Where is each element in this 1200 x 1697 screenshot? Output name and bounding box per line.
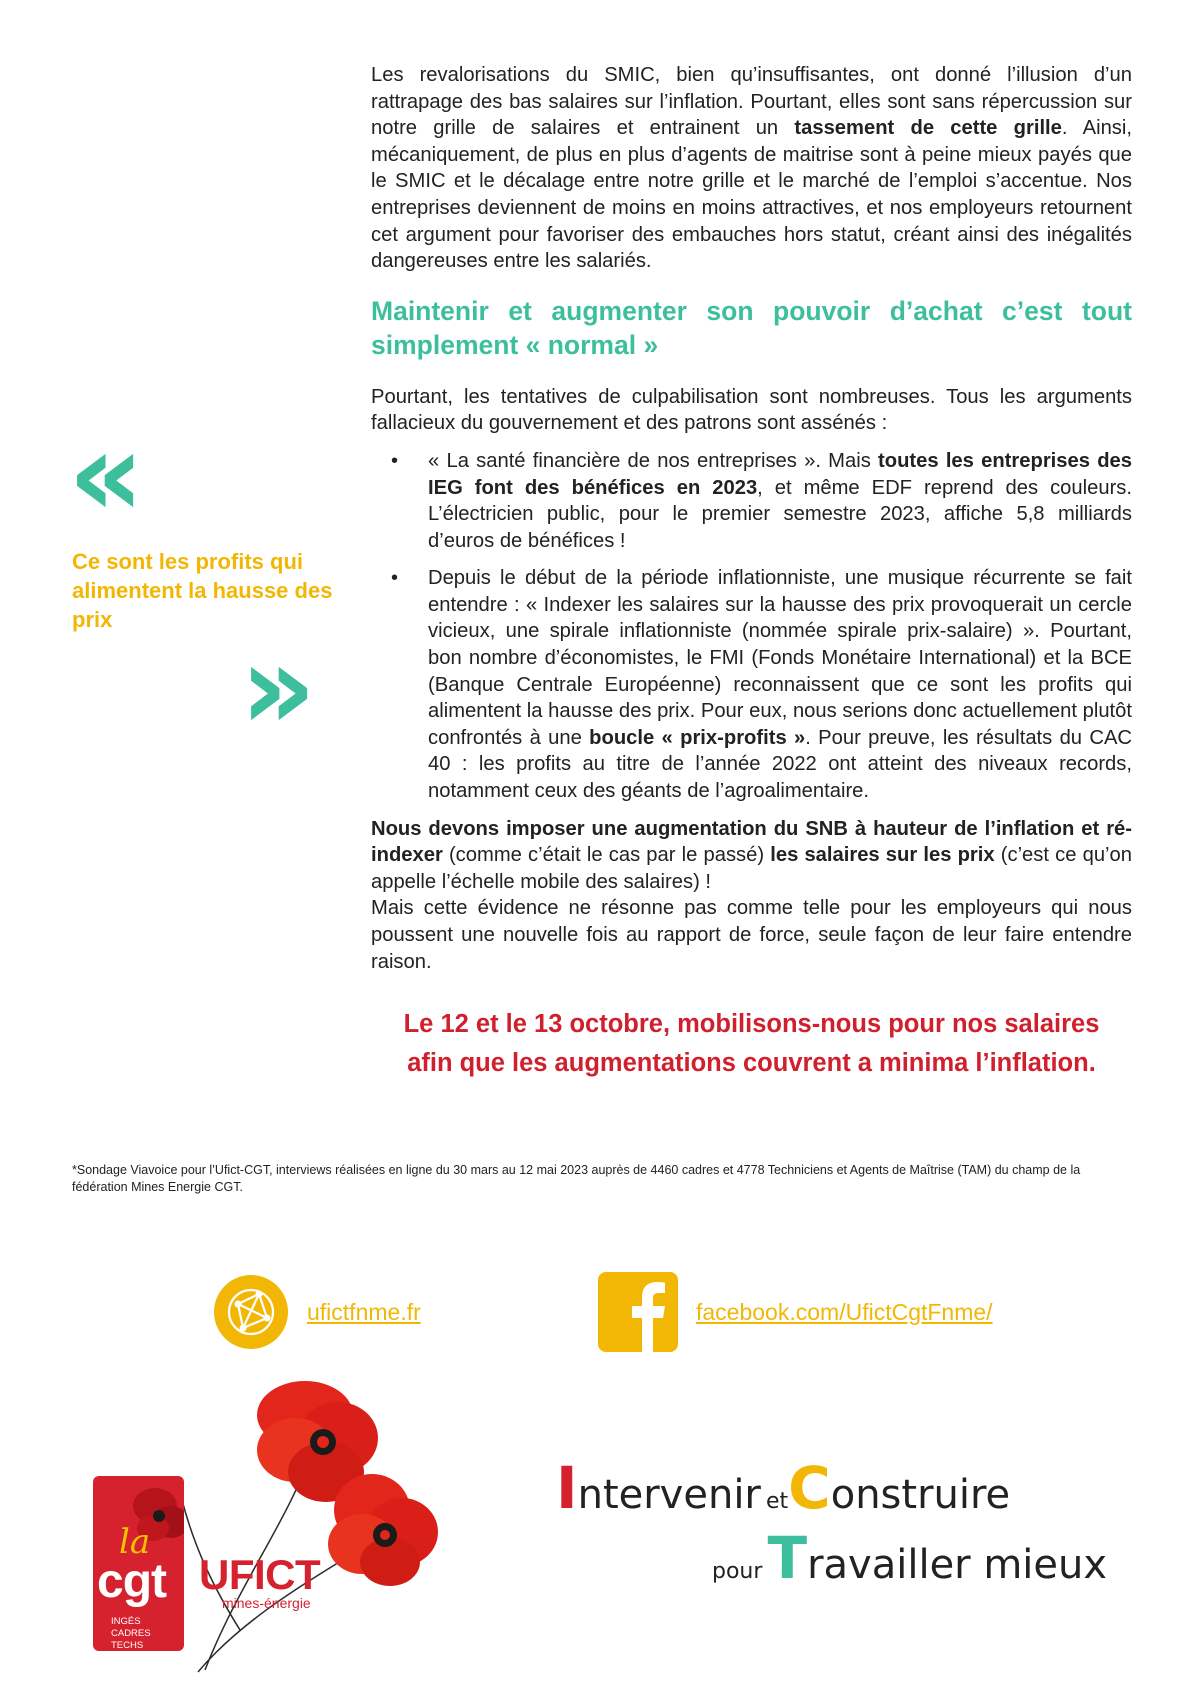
ufict-name: UFICT [199,1551,321,1598]
intro-bold: tassement de cette grille [794,117,1062,140]
cgt-sub-line: TECHS [111,1640,144,1651]
footnote: *Sondage Viavoice pour l’Ufict-CGT, interviews réalisées en ligne du 30 mars au 12 mai 2023 auprès de 4460 cadres et 4778 Techniciens et Agents de Maîtrise (TAM) du champ de la fédération Mines Energie CGT. [72,1163,1081,1194]
website-link-text[interactable]: ufictfnme.fr [307,1298,421,1325]
demand-text-2: (c’est ce qu’on appelle l’échelle mobile des salaires) ! [371,844,1132,893]
bullet2-bold: boucle « prix-profits » [589,726,806,749]
demand-paragraph [371,816,1132,896]
bullet-icon: • [391,567,399,590]
demand-bold-2: les salaires sur les prix [770,844,995,867]
demand-text-1: (comme c’était le cas par le passé) [442,844,771,867]
pull-quote [68,405,342,756]
facebook-icon [598,1272,678,1352]
bullet1-bold: toutes les entreprises des IEG font des bénéfices en 2023 [428,449,1132,499]
slogan-word-pour: pour [712,1559,763,1584]
conclusion-paragraph: Mais cette évidence ne résonne pas comme telle pour les employeurs qui nous poussent une nouvelle fois au rapport de force, seule façon de leur faire entendre raison. [371,897,1132,973]
arguments-list [371,448,1132,805]
slogan-letter-c: C [788,1454,831,1522]
arguments-intro: Pourtant, les tentatives de culpabilisation sont nombreuses. Tous les arguments fallacieux du gouvernement et des patrons sont assénés : [371,385,1132,435]
cgt-ufict-logo [90,1380,510,1680]
cgt-logo [93,1476,184,1651]
slogan-word-intervenir: ntervenir [577,1472,761,1518]
slogan-line-2 [712,1524,1107,1592]
facebook-link[interactable] [598,1272,993,1352]
ufict-subtitle: mines-énergie [222,1595,311,1611]
slogan-word-travailler: ravailler mieux [807,1542,1108,1588]
intro-paragraph [371,62,1132,275]
close-quote-icon: » [240,618,317,756]
open-quote-icon: « [68,405,145,543]
demand-bold-1: Nous devons imposer une augmentation du SNB à hauteur de l’inflation et ré-indexer [371,817,1132,867]
slogan [556,1454,1146,1614]
cgt-sub-line: CADRES [111,1628,151,1639]
bullet1-text-2: , et même EDF reprend des couleurs. L’électricien public, pour le premier semestre 2023, affiche 5,8 milliards d’euros de bénéfices ! [428,476,1132,552]
globe-icon [213,1274,289,1350]
website-link[interactable] [213,1274,421,1350]
call-to-action [371,1005,1132,1083]
intro-text-1: Les revalorisations du SMIC, bien qu’insuffisantes, ont donné l’illusion d’un rattrapage des bas salaires sur l’inflation. Pourtant, elles sont sans répercussion sur notre grille de salaires et entrainent un [371,64,1132,140]
section-heading: Maintenir et augmenter son pouvoir d’achat c’est tout simplement « normal » [371,295,1132,360]
pull-quote-text: Ce sont les profits qui alimentent la hausse des prix [72,549,333,632]
cgt-subtitle [111,1616,151,1651]
slogan-letter-i: I [556,1454,578,1522]
slogan-word-et: et [765,1489,789,1514]
slogan-letter-t: T [767,1524,808,1592]
slogan-line-1 [556,1454,1010,1522]
bullet-icon: • [391,449,399,472]
list-item [371,448,1132,554]
intro-text-2: . Ainsi, mécaniquement, de plus en plus d’agents de maitrise sont à peine mieux payés que le SMIC et le décalage entre notre grille et le marché de l’emploi s’accentue. Nos entreprises deviennent de moins en moins attractives, et nos employeurs retournent cet argument pour favoriser des embauches hors statut, créant ainsi des inégalités dangereuses entre les salariés. [371,117,1132,273]
bullet2-text-1: Depuis le début de la période inflationniste, une musique récurrente se fait entendre : « Indexer les salaires sur la hausse des prix provoquerait un cercle vicieux, une spirale inflationniste (nommée spirale prix-salaire) ». Pourtant, bon nombre d’économistes, le FMI (Fonds Monétaire International) et la BCE (Banque Centrale Européenne) reconnaissent que ce sont les profits qui alimentent la hausse des prix. Pour eux, nous serions donc actuellement plutôt confrontés à une [428,567,1132,749]
cgt-sub-line: INGÉS [111,1616,141,1627]
cgt-name: cgt [97,1555,166,1608]
bullet2-text-2: . Pour preuve, les résultats du CAC 40 : les profits au titre de l’année 2022 ont atteint des niveaux records, notamment ceux des géants de l’agroalimentaire. [428,726,1132,803]
cta-line-2: afin que les augmentations couvrent a minima l’inflation. [407,1049,1096,1078]
cta-line-1: Le 12 et le 13 octobre, mobilisons-nous pour nos salaires [403,1010,1100,1039]
cgt-la-text: la [119,1522,151,1562]
main-column [371,62,1132,1083]
facebook-link-text[interactable]: facebook.com/UfictCgtFnme/ [696,1298,993,1325]
slogan-word-construire: onstruire [830,1472,1011,1518]
list-item [371,565,1132,804]
bullet1-text-1: « La santé financière de nos entreprises ». Mais [428,449,879,472]
